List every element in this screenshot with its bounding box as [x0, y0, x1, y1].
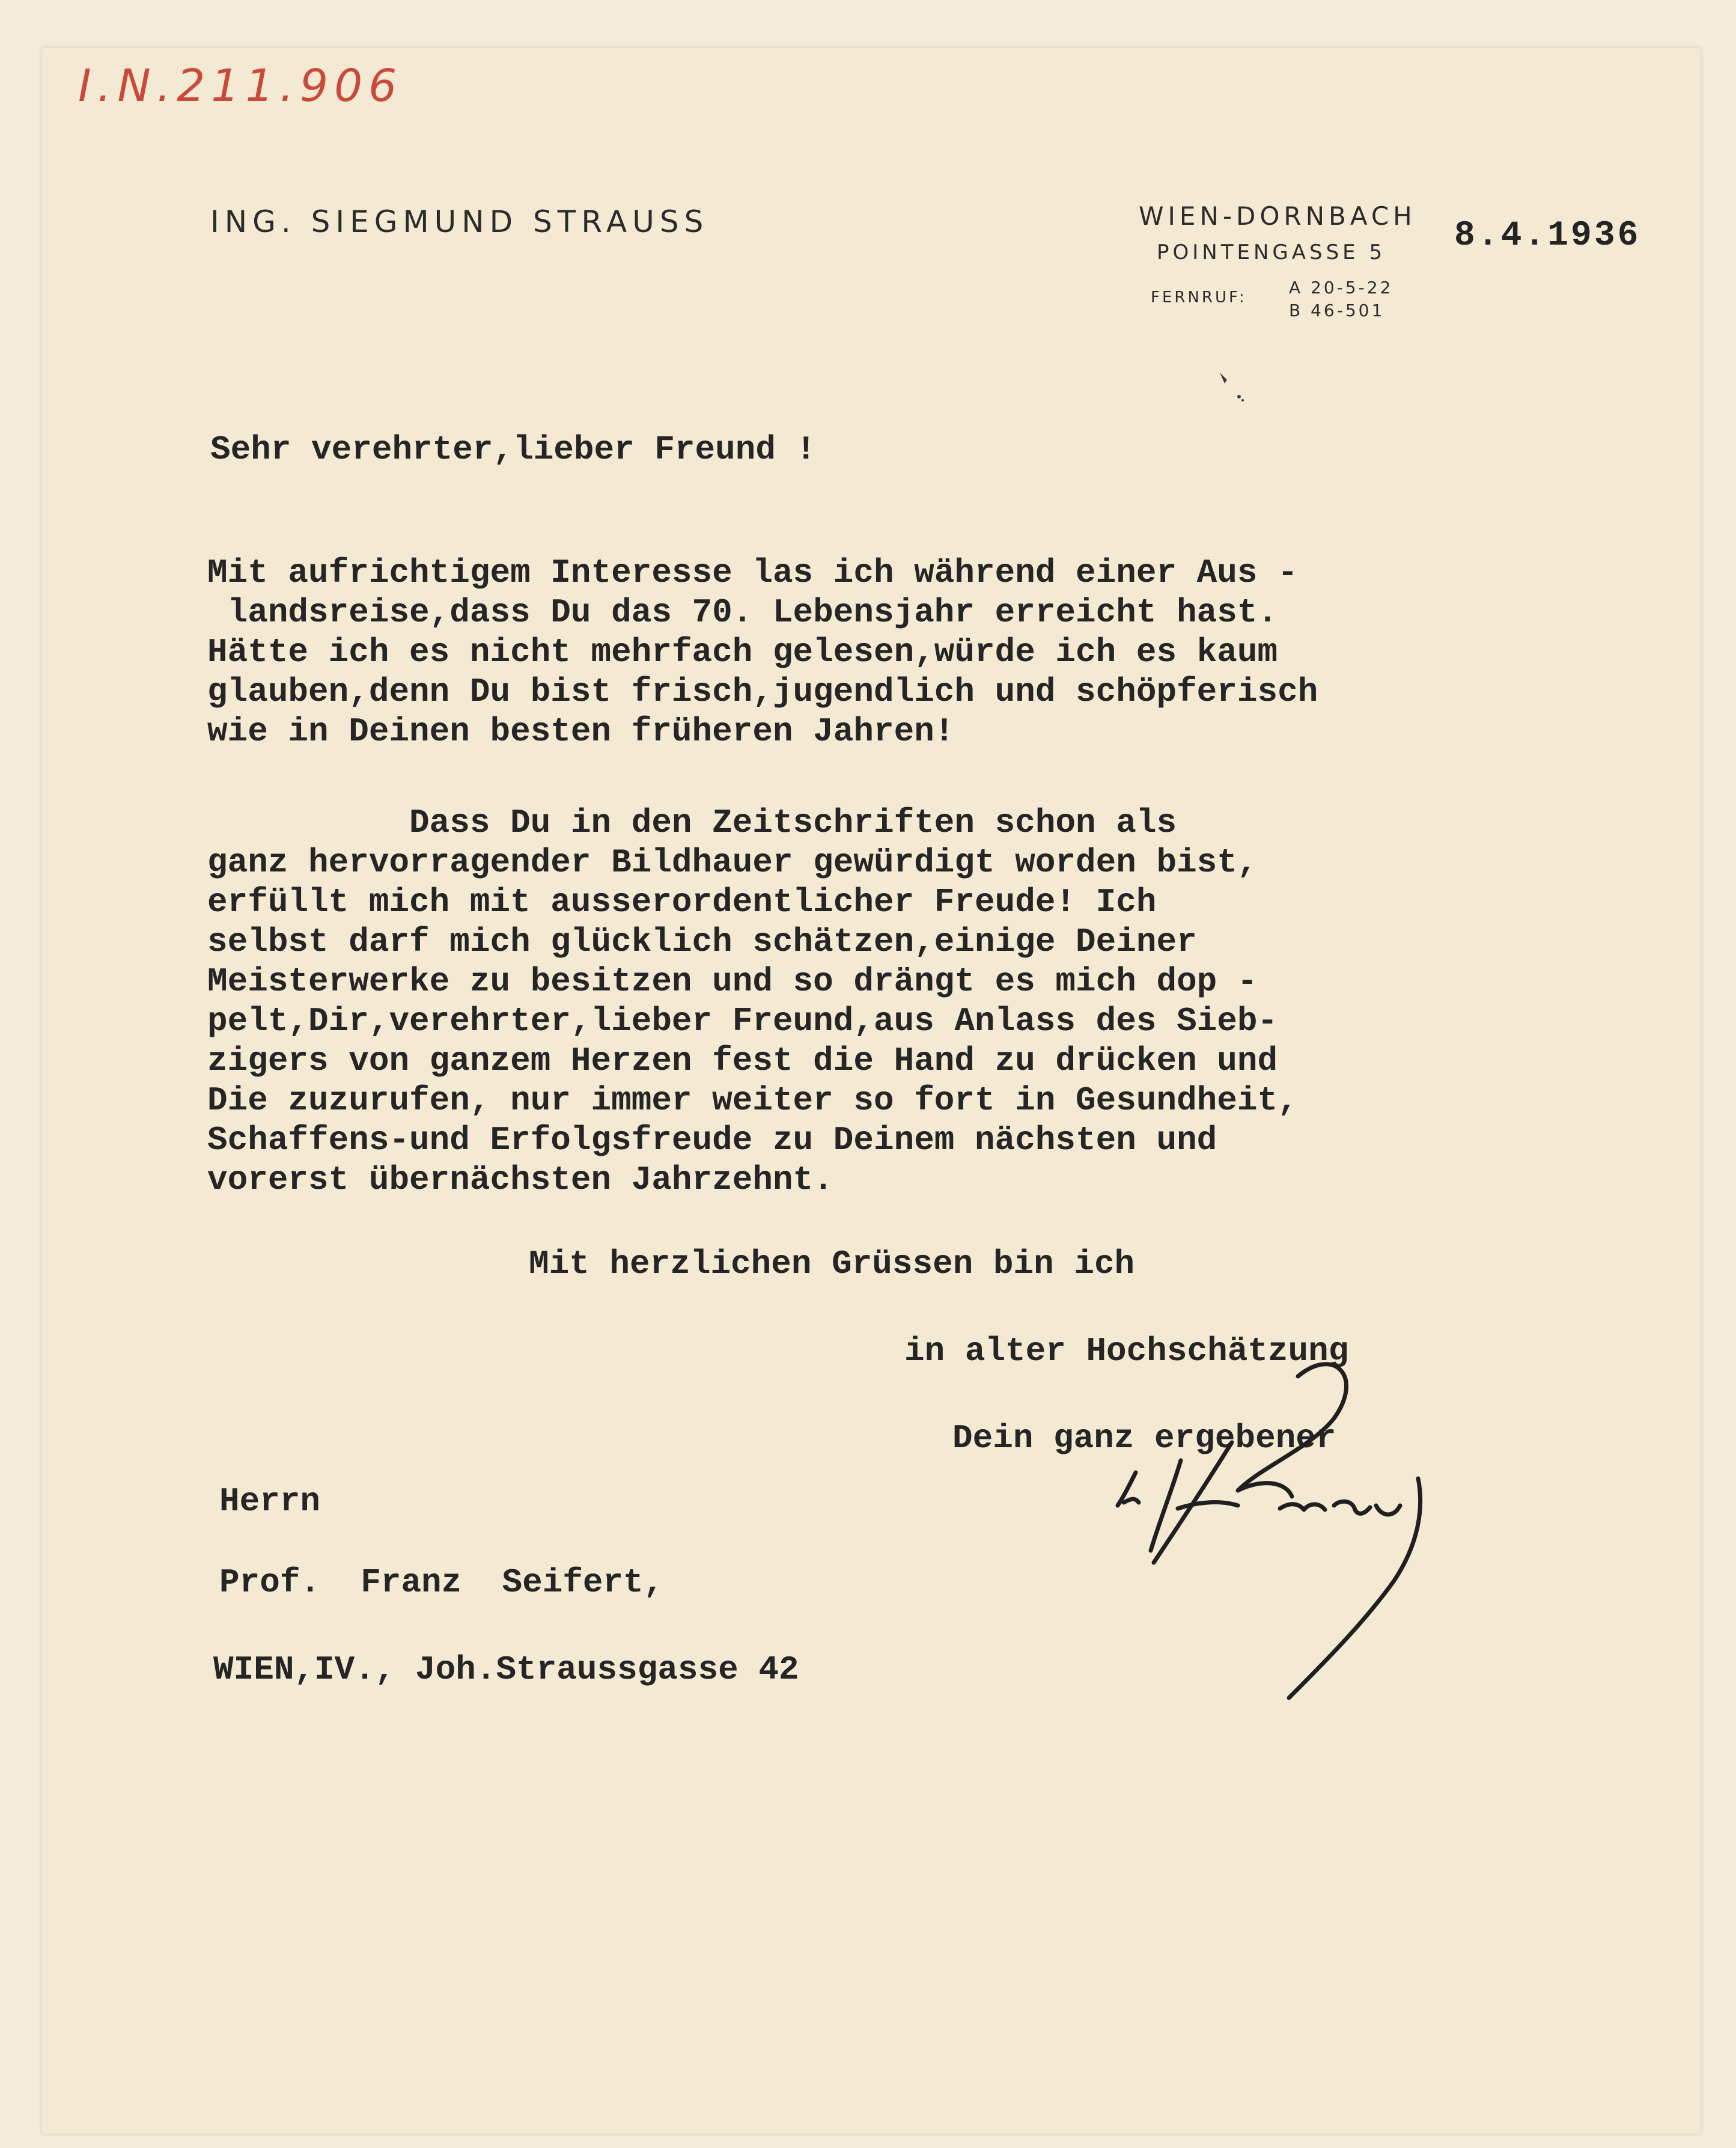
archive-number: I.N.211.906 [78, 60, 403, 112]
recipient-line-1: Herrn [219, 1482, 321, 1521]
letterhead-street: POINTENGASSE 5 [1157, 240, 1386, 264]
letterhead-name: ING. SIEGMUND STRAUSS [210, 204, 709, 239]
recipient-line-3: WIEN,IV., Joh.Straussgasse 42 [213, 1650, 799, 1689]
salutation: Sehr verehrter,lieber Freund ! [210, 430, 817, 469]
body-paragraph-2: Dass Du in den Zeitschriften schon als ganz hervorragender Bildhauer gewürdigt worden bist, erfüllt mich mit ausserordentlicher Freude! Ich selbst darf mich glücklich schätzen,einige Deiner Meisterwerke zu besitzen und so drängt es mich dop - pelt,Dir,verehrter,lieber Freund,aus Anlass des Sieb- zigers von ganzem Herzen fest die Hand zu drücken und Die zuzurufen, nur immer weiter so fort in Gesundheit, Schaffens-und Erfolgsfreude zu Deinem nächsten und vorerst übernächsten Jahrzehnt. [207, 804, 1298, 1199]
letter-date: 8.4.1936 [1454, 216, 1641, 255]
letterhead-phone-a: A 20-5-22 [1289, 278, 1393, 297]
letterhead-city: WIEN-DORNBACH [1139, 201, 1416, 231]
body-paragraph-1: Mit aufrichtigem Interesse las ich während einer Aus - landsreise,dass Du das 70. Lebensjahr erreicht hast. Hätte ich es nicht mehrfach gelesen,würde ich es kaum glauben,denn Du bist frisch,jugendlich und schöpferisch wie in Deinen besten früheren Jahren! [207, 554, 1318, 751]
handwritten-signature [1082, 1352, 1454, 1713]
letterhead-phone-b: B 46-501 [1289, 301, 1385, 320]
closing-line-2: in alter Hochschätzung [904, 1332, 1349, 1370]
closing-line-3: Dein ganz ergebener [952, 1419, 1336, 1457]
letterhead-phone-label: FERNRUF: [1151, 288, 1247, 307]
recipient-line-2: Prof. Franz Seifert, [219, 1563, 664, 1602]
closing-line-1: Mit herzlichen Grüssen bin ich [529, 1245, 1135, 1283]
ink-smudge-mark [1214, 367, 1250, 409]
